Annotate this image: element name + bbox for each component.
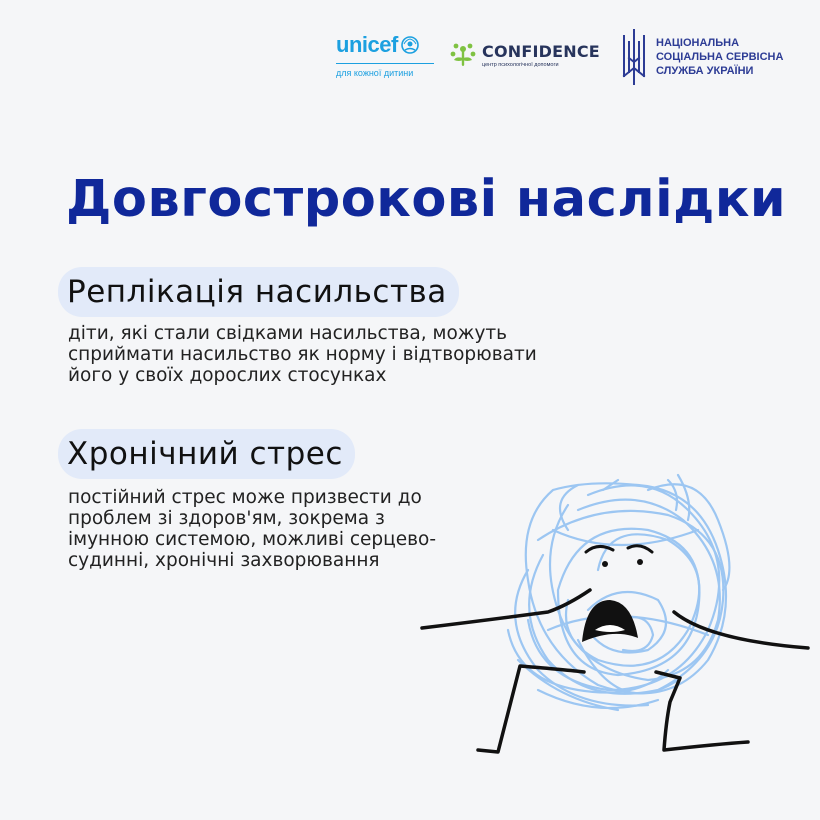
trident-icon (620, 28, 648, 86)
partner-logos (336, 28, 806, 92)
section-heading-chronic-stress: Хронічний стрес (58, 429, 355, 479)
stressed-scribble-figure-icon (418, 460, 818, 760)
confidence-leaf-icon (448, 40, 478, 70)
nss-line-3: СЛУЖБА УКРАЇНИ (656, 65, 754, 77)
unicef-globe-icon (401, 36, 419, 54)
text-line: проблем зі здоров'ям, зокрема з (68, 508, 385, 529)
section-text-replication (68, 323, 537, 386)
text-line: його у своїх дорослих стосунках (68, 365, 387, 386)
confidence-logo (448, 40, 600, 70)
section-heading-replication: Реплікація насильства (58, 267, 459, 317)
page-title: Довгострокові наслідки (66, 170, 787, 229)
unicef-wordmark: unicef (336, 32, 398, 57)
text-line: імунною системою, можливі серцево- (68, 529, 437, 550)
nss-logo (620, 28, 783, 86)
unicef-tagline: для кожної дитини (336, 68, 414, 78)
confidence-wordmark: CONFIDENCE (482, 42, 600, 61)
nss-line-1: НАЦІОНАЛЬНА (656, 37, 740, 49)
confidence-subtitle: центр психологічної допомоги (482, 62, 559, 68)
section-text-chronic-stress (68, 487, 436, 571)
text-line: постійний стрес може призвести до (68, 487, 422, 508)
text-line: діти, які стали свідками насильства, можуть (68, 323, 508, 344)
unicef-logo (336, 32, 438, 78)
unicef-divider (336, 63, 434, 64)
text-line: судинні, хронічні захворювання (68, 550, 380, 571)
text-line: сприймати насильство як норму і відтворювати (68, 344, 537, 365)
nss-line-2: СОЦІАЛЬНА СЕРВІСНА (656, 51, 784, 63)
